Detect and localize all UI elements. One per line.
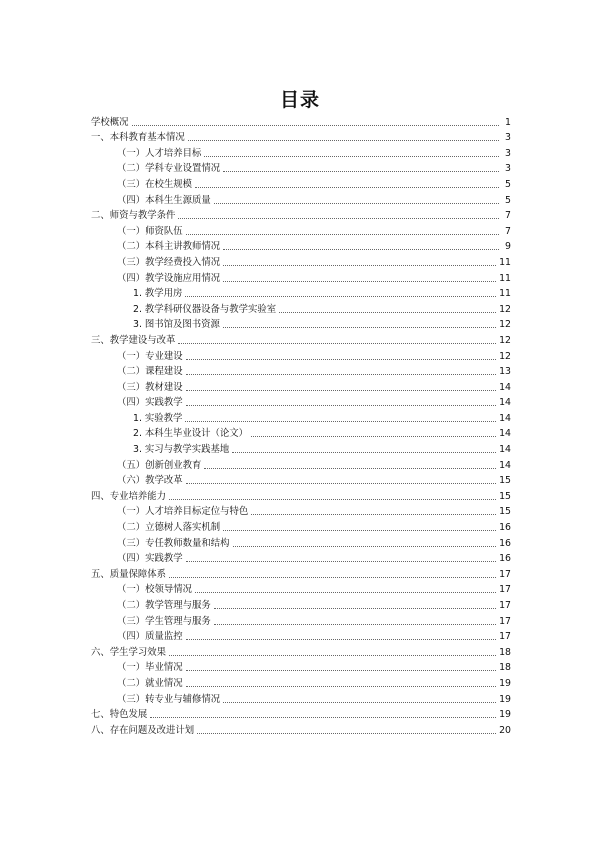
dot-leader <box>223 171 499 172</box>
table-of-contents <box>91 113 511 737</box>
dot-leader <box>178 218 499 219</box>
dot-leader <box>186 639 496 640</box>
toc-entry-label: （一）校领导情况 <box>117 584 193 596</box>
dot-leader <box>223 265 496 266</box>
toc-entry-label: （一）专业建设 <box>117 350 183 362</box>
dot-leader <box>132 125 499 126</box>
toc-entry-page-number: 19 <box>499 693 511 705</box>
toc-entry-page-number: 16 <box>499 553 511 565</box>
toc-entry-label: 七、特色发展 <box>91 709 148 721</box>
toc-entry-label: 2. 本科生毕业设计（论文） <box>133 428 249 440</box>
toc-entry-label: 四、专业培养能力 <box>91 490 167 502</box>
toc-entry-label: 学校概况 <box>91 116 129 128</box>
toc-entry[interactable] <box>91 113 511 129</box>
toc-entry-label: （三）在校生规模 <box>117 178 193 190</box>
toc-entry-label: 三、教学建设与改革 <box>91 334 176 346</box>
toc-entry-page-number: 14 <box>499 397 511 409</box>
toc-entry-page-number: 3 <box>505 132 511 144</box>
toc-entry-page-number: 15 <box>499 506 511 518</box>
toc-entry-page-number: 19 <box>499 677 511 689</box>
toc-entry-page-number: 5 <box>505 178 511 190</box>
toc-entry[interactable] <box>91 674 511 690</box>
page-title: 目录 <box>279 89 320 111</box>
dot-leader <box>223 327 496 328</box>
dot-leader <box>186 374 496 375</box>
toc-entry-page-number: 20 <box>499 724 511 736</box>
dot-leader <box>169 577 496 578</box>
toc-entry[interactable] <box>91 269 511 285</box>
toc-entry-page-number: 16 <box>499 537 511 549</box>
toc-entry-label: 1. 实验教学 <box>133 412 183 424</box>
toc-entry-page-number: 11 <box>499 272 511 284</box>
toc-entry-page-number: 12 <box>499 303 511 315</box>
dot-leader <box>232 452 496 453</box>
toc-entry-label: （四）实践教学 <box>117 553 183 565</box>
dot-leader <box>197 733 496 734</box>
toc-entry[interactable] <box>91 628 511 644</box>
toc-entry-page-number: 5 <box>505 194 511 206</box>
toc-entry[interactable] <box>91 456 511 472</box>
toc-entry-label: （二）学科专业设置情况 <box>117 163 221 175</box>
dot-leader <box>279 312 496 313</box>
toc-entry-label: 3. 图书馆及图书资源 <box>133 319 220 331</box>
toc-entry-page-number: 17 <box>499 600 511 611</box>
toc-entry-label: （二）立德树人落实机制 <box>117 522 221 534</box>
toc-entry-label: （四）本科生生源质量 <box>117 194 211 206</box>
dot-leader <box>178 343 496 344</box>
toc-entry[interactable] <box>91 285 511 301</box>
toc-entry-page-number: 11 <box>499 256 511 268</box>
toc-entry[interactable] <box>91 191 511 207</box>
toc-entry-label: （三）学生管理与服务 <box>117 615 211 627</box>
toc-entry-page-number: 7 <box>505 225 511 237</box>
toc-entry[interactable] <box>91 409 511 425</box>
toc-entry-page-number: 15 <box>499 475 511 487</box>
dot-leader <box>186 390 496 391</box>
toc-entry-label: （一）师资队伍 <box>117 225 183 237</box>
dot-leader <box>186 686 496 687</box>
toc-entry[interactable] <box>91 425 511 441</box>
dot-leader <box>186 359 496 360</box>
dot-leader <box>204 156 499 157</box>
toc-entry[interactable] <box>91 550 511 566</box>
toc-entry[interactable] <box>91 207 511 223</box>
toc-entry[interactable] <box>91 363 511 379</box>
dot-leader <box>150 717 496 718</box>
toc-entry[interactable] <box>91 440 511 456</box>
toc-entry-page-number: 18 <box>499 662 511 674</box>
toc-entry-label: （二）教学管理与服务 <box>117 600 211 611</box>
dot-leader <box>214 608 496 609</box>
toc-entry-page-number: 12 <box>499 334 511 346</box>
toc-entry-page-number: 14 <box>499 381 511 393</box>
toc-entry-page-number: 11 <box>499 288 511 300</box>
toc-entry-label: （二）课程建设 <box>117 366 183 378</box>
toc-entry-label: （四）实践教学 <box>117 397 183 409</box>
dot-leader <box>251 514 496 515</box>
toc-entry-page-number: 1 <box>505 116 511 128</box>
toc-entry[interactable] <box>91 144 511 160</box>
dot-leader <box>195 592 496 593</box>
dot-leader <box>223 281 496 282</box>
dot-leader <box>186 561 496 562</box>
dot-leader <box>169 499 496 500</box>
toc-entry-page-number: 9 <box>505 241 511 253</box>
toc-entry-label: （二）本科主讲教师情况 <box>117 241 221 253</box>
dot-leader <box>214 203 499 204</box>
dot-leader <box>169 655 496 656</box>
toc-entry[interactable] <box>91 487 511 503</box>
toc-entry[interactable] <box>91 472 511 488</box>
toc-entry[interactable] <box>91 612 511 628</box>
toc-entry-label: （三）教材建设 <box>117 381 183 393</box>
toc-entry-label: （三）专任教师数量和结构 <box>117 537 230 549</box>
toc-entry-label: 六、学生学习效果 <box>91 646 167 658</box>
toc-entry-page-number: 7 <box>505 210 511 222</box>
dot-leader <box>188 140 499 141</box>
toc-entry[interactable] <box>91 518 511 534</box>
toc-entry[interactable] <box>91 534 511 550</box>
toc-entry-label: （三）转专业与辅修情况 <box>117 693 221 705</box>
dot-leader <box>186 670 496 671</box>
toc-entry-page-number: 13 <box>499 366 511 378</box>
toc-entry[interactable] <box>91 222 511 238</box>
toc-entry-page-number: 3 <box>505 163 511 175</box>
toc-entry-page-number: 14 <box>499 459 511 471</box>
toc-entry-page-number: 17 <box>499 631 511 643</box>
toc-entry-label: （四）质量监控 <box>117 631 183 643</box>
toc-entry[interactable] <box>91 503 511 519</box>
toc-entry[interactable] <box>91 300 511 316</box>
toc-entry-label: （一）人才培养目标 <box>117 147 202 159</box>
toc-entry-label: （四）教学设施应用情况 <box>117 272 221 284</box>
toc-entry-label: 八、存在问题及改进计划 <box>91 724 195 736</box>
toc-entry-label: （二）就业情况 <box>117 677 183 689</box>
toc-entry[interactable] <box>91 706 511 722</box>
toc-entry-label: （五）创新创业教育 <box>117 459 202 471</box>
toc-entry-page-number: 14 <box>499 412 511 424</box>
dot-leader <box>195 187 499 188</box>
toc-entry[interactable] <box>91 253 511 269</box>
toc-entry-label: 1. 教学用房 <box>133 288 183 300</box>
toc-entry[interactable] <box>91 129 511 145</box>
toc-entry[interactable] <box>91 316 511 332</box>
toc-entry-label: 二、师资与教学条件 <box>91 210 176 222</box>
toc-entry-page-number: 12 <box>499 319 511 331</box>
toc-entry-page-number: 17 <box>499 615 511 627</box>
toc-entry-page-number: 14 <box>499 444 511 456</box>
toc-entry-label: （三）教学经费投入情况 <box>117 256 221 268</box>
toc-entry-label: （一）毕业情况 <box>117 662 183 674</box>
toc-entry[interactable] <box>91 175 511 191</box>
dot-leader <box>233 546 497 547</box>
toc-entry-label: 3. 实习与教学实践基地 <box>133 444 230 456</box>
toc-entry-label: 五、质量保障体系 <box>91 568 167 580</box>
toc-entry[interactable] <box>91 721 511 737</box>
toc-entry[interactable] <box>91 690 511 706</box>
toc-entry[interactable] <box>91 160 511 176</box>
dot-leader <box>223 249 499 250</box>
toc-entry-label: 一、本科教育基本情况 <box>91 132 185 144</box>
toc-entry[interactable] <box>91 347 511 363</box>
toc-entry-page-number: 15 <box>499 490 511 502</box>
dot-leader <box>204 468 496 469</box>
dot-leader <box>185 421 496 422</box>
toc-entry-page-number: 19 <box>499 709 511 721</box>
dot-leader <box>214 624 496 625</box>
toc-entry[interactable] <box>91 394 511 410</box>
toc-entry-label: 2. 教学科研仪器设备与教学实验室 <box>133 303 277 315</box>
dot-leader <box>223 530 496 531</box>
toc-entry-page-number: 3 <box>505 147 511 159</box>
dot-leader <box>186 234 499 235</box>
toc-entry-page-number: 16 <box>499 522 511 534</box>
dot-leader <box>251 436 496 437</box>
toc-entry[interactable] <box>91 581 511 597</box>
toc-entry-page-number: 14 <box>499 428 511 440</box>
dot-leader <box>186 405 496 406</box>
toc-entry-label: （一）人才培养目标定位与特色 <box>117 506 249 518</box>
dot-leader <box>186 483 496 484</box>
toc-entry-page-number: 12 <box>499 350 511 362</box>
dot-leader <box>223 702 496 703</box>
toc-entry[interactable] <box>91 643 511 659</box>
toc-entry-label: （六）教学改革 <box>117 475 183 487</box>
toc-entry-page-number: 17 <box>499 584 511 596</box>
toc-entry[interactable] <box>91 238 511 254</box>
toc-entry[interactable] <box>91 565 511 581</box>
toc-entry-page-number: 17 <box>499 568 511 580</box>
toc-entry[interactable] <box>91 331 511 347</box>
toc-entry-page-number: 18 <box>499 646 511 658</box>
toc-entry[interactable] <box>91 378 511 394</box>
toc-entry[interactable] <box>91 659 511 675</box>
toc-entry[interactable] <box>91 596 511 612</box>
dot-leader <box>185 296 496 297</box>
